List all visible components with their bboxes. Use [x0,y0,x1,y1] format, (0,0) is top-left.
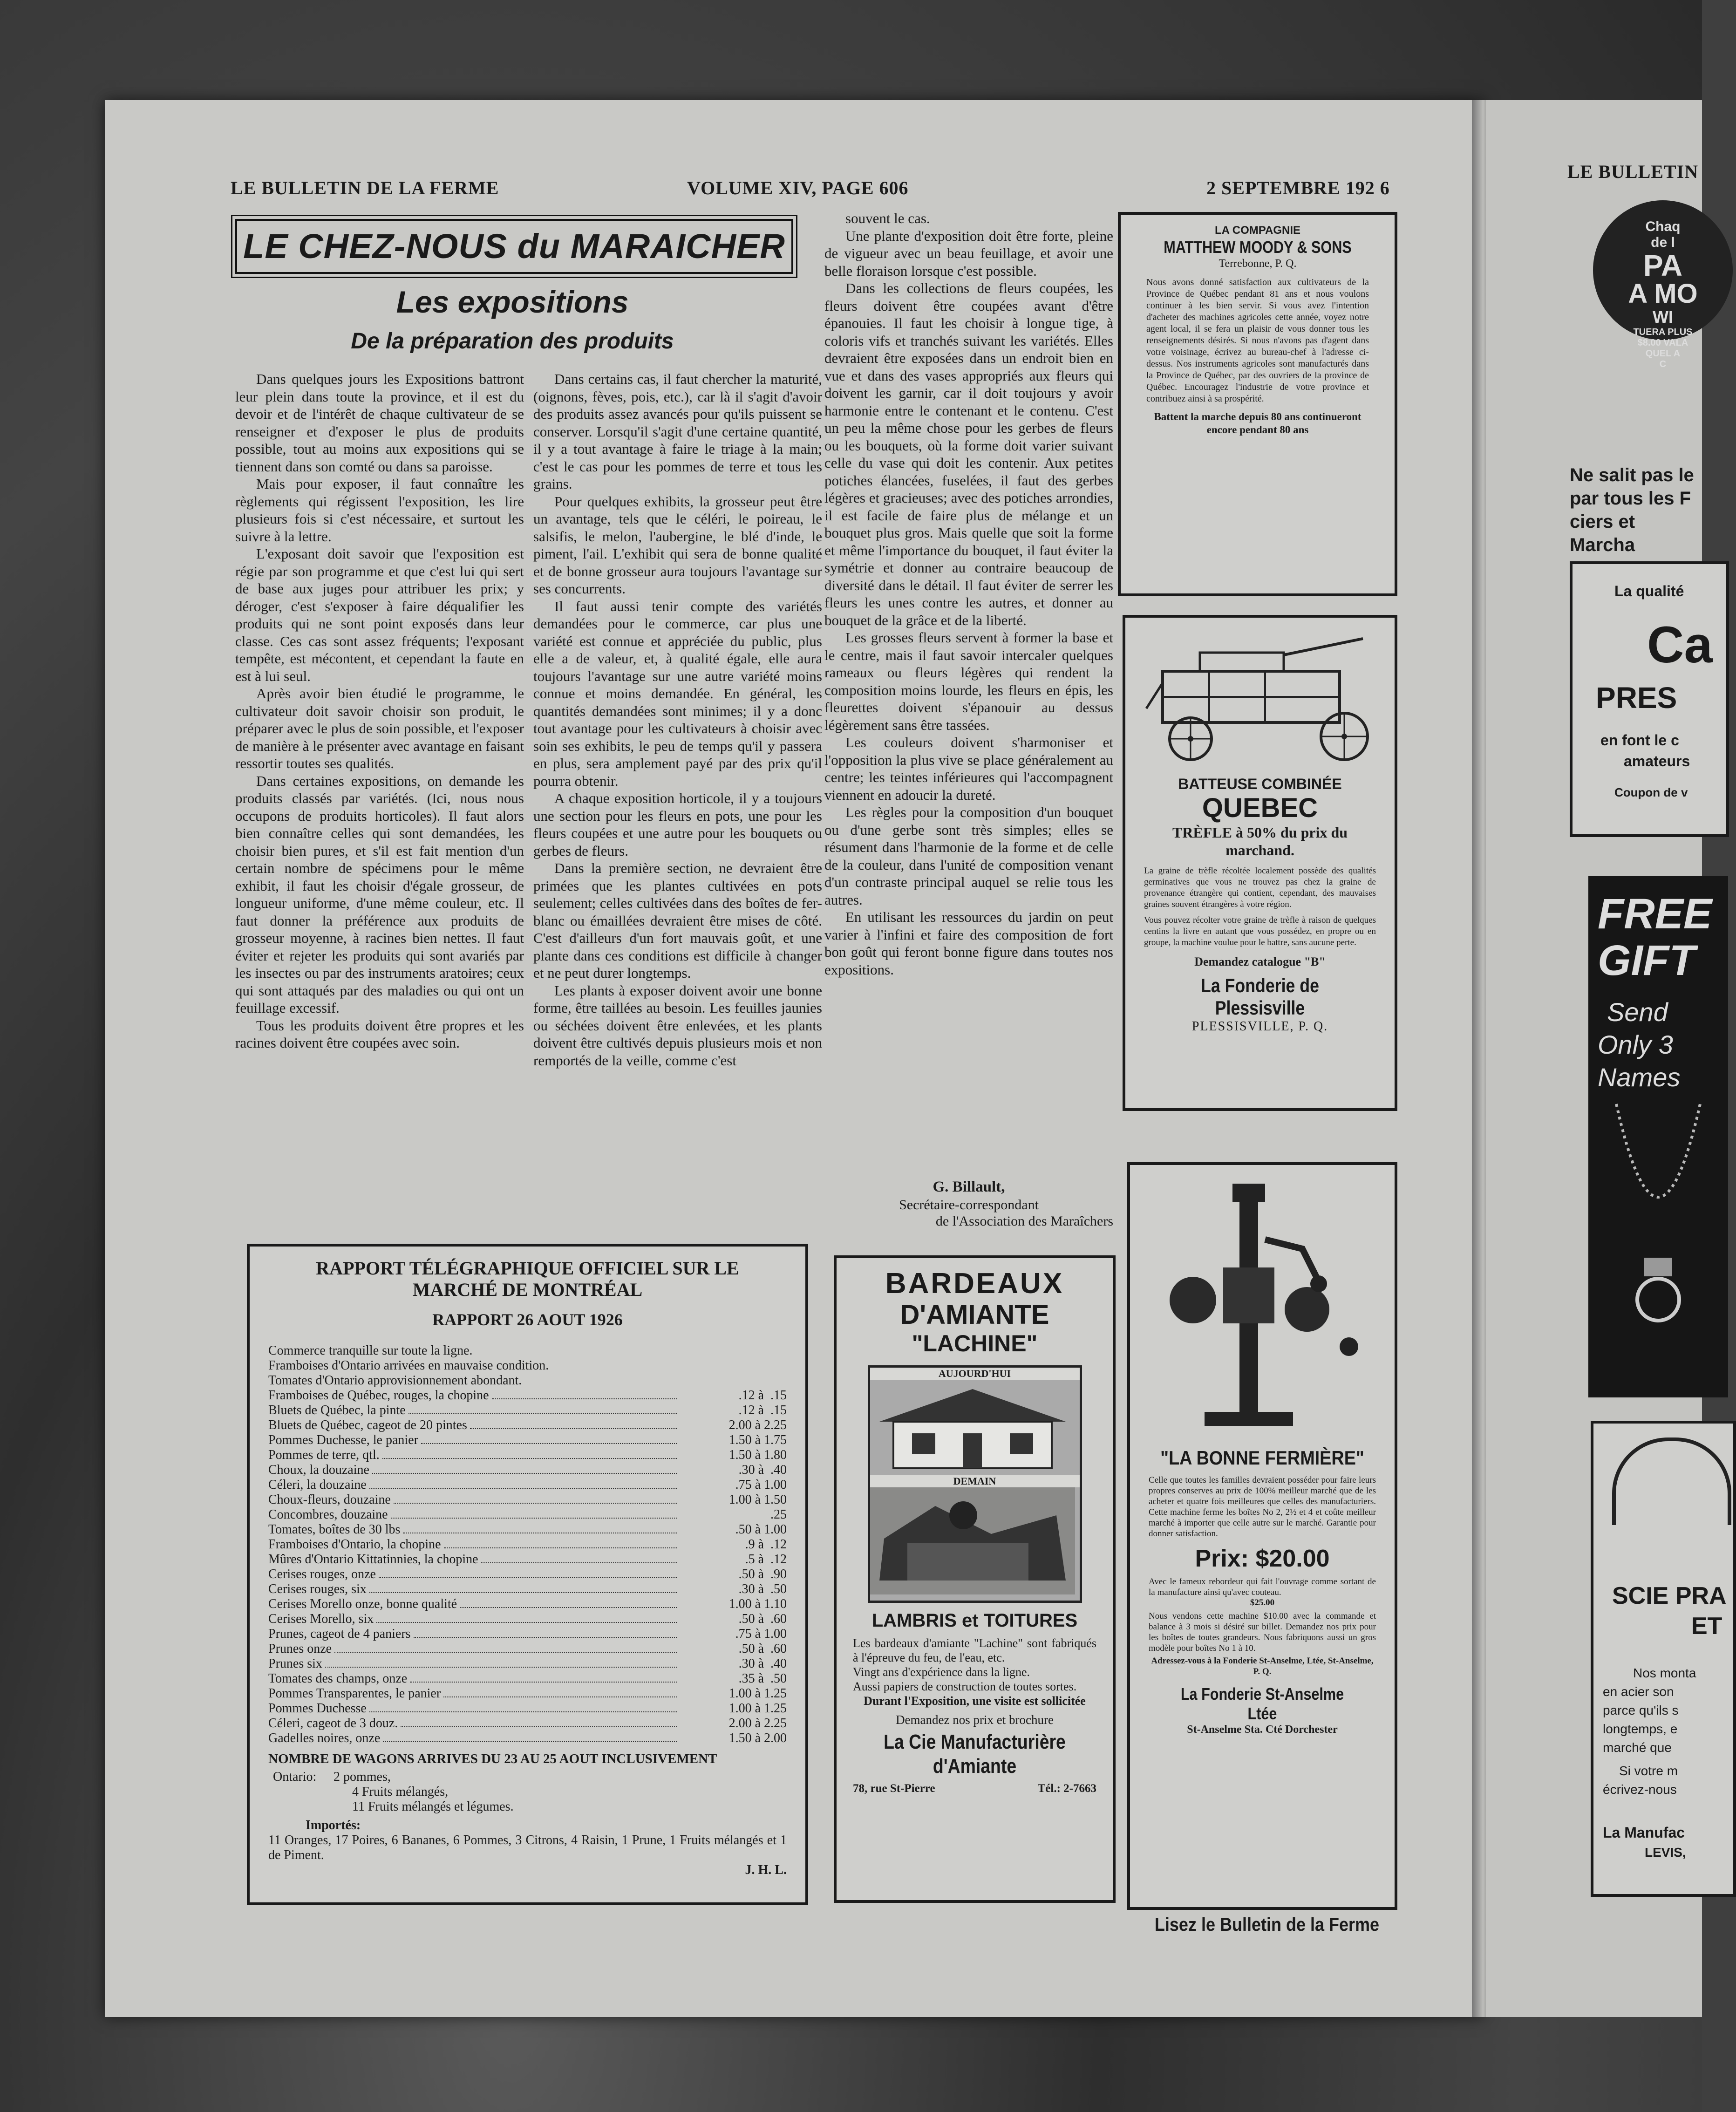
badge-line2: de l [1651,235,1675,250]
batteuse-h2: QUEBEC [1202,793,1318,823]
leader-dots [410,1671,677,1683]
market-row [268,1418,787,1433]
market-row [268,1642,787,1656]
bardeaux-body: Les bardeaux d'amiante "Lachine" sont fabriqués à l'épreuve du feu, de l'eau, etc. [853,1636,1096,1664]
article-paragraph: Les règles pour la composition d'un bouquet ou d'une gerbe sont très simples; elles se résument dans l'harmonie de la forme et de celle de la couleur, dans l'unité de composition venant d'un contraste principal auquel se relie tous les autres. [824,804,1113,908]
market-item: Pommes Duchesse, le panier [268,1433,418,1447]
market-row [268,1537,787,1552]
market-price-list [268,1388,787,1746]
market-note: Tomates d'Ontario approvisionnement abondant. [268,1373,522,1388]
canning-machine-illustration [1149,1174,1382,1440]
wagons-title: NOMBRE DE WAGONS ARRIVES DU 23 AU 25 AOUT INCLUSIVEMENT [268,1751,717,1766]
leader-dots [460,1597,677,1608]
market-price: 1.00 à 1.50 [728,1492,787,1507]
market-item: Cerises rouges, six [268,1582,367,1596]
badge-line1: Chaq [1645,219,1681,234]
bardeaux-h4: LAMBRIS et TOITURES [871,1610,1078,1631]
bardeaux-tel: Tél.: 2-7663 [1037,1782,1096,1795]
market-title: RAPPORT TÉLÉGRAPHIQUE OFFICIEL SUR LE MARCHÉ DE MONTRÉAL [316,1258,739,1300]
fermiere-maker: La Fonderie St-Anselme Ltée [1180,1684,1344,1723]
market-price: 1.50 à 2.00 [728,1731,787,1745]
gift-line4: Only 3 [1598,1030,1673,1059]
market-row [268,1612,787,1627]
market-row [268,1716,787,1731]
market-row [268,1567,787,1582]
market-price: .5 à .12 [745,1552,787,1567]
batteuse-catalogue: Demandez catalogue "B" [1194,955,1326,968]
market-subtitle: RAPPORT 26 AOUT 1926 [432,1310,623,1329]
fermiere-addr: Adressez-vous à la Fonderie St-Anselme, Ltée, St-Anselme, P. Q. [1151,1656,1374,1676]
bardeaux-body3: Aussi papiers de construction de toutes sortes. [853,1680,1077,1693]
market-notes [268,1343,787,1388]
next-line1: Ne salit pas le [1570,465,1694,485]
leader-dots [481,1552,677,1563]
batteuse-h1: BATTEUSE COMBINÉE [1178,776,1342,792]
next-page-ad-pres [1570,561,1729,837]
market-item: Pommes Transparentes, le panier [268,1686,441,1701]
article-paragraph: Dans quelques jours les Expositions battront leur plein dans toute la province, et il est du devoir et de l'intérêt de chaque cultivateur de se renseigner et d'exposer le plus de produits possible, tout au moins aux expositions qui se tiennent dans son comté ou dans sa paroisse. [235,371,524,475]
next-page-ad-gift [1588,876,1728,1397]
market-price: .12 à .15 [738,1403,787,1417]
bardeaux-address: 78, rue St-Pierre [853,1782,935,1795]
leader-dots [334,1642,677,1653]
market-item: Concombres, douzaine [268,1507,388,1522]
market-item: Prunes, cageot de 4 paniers [268,1627,411,1641]
ontario-label: Ontario: [273,1770,317,1784]
market-item: Bluets de Québec, la pinte [268,1403,406,1417]
leader-dots [379,1567,677,1578]
article-paragraph: Mais pour exposer, il faut connaître les règlements qui régissent l'exposition, les lire plusieurs fois si c'est nécessaire, et surtout les suivre à la lettre. [235,476,524,545]
market-item: Cerises Morello, six [268,1612,374,1626]
badge-line4: A MO [1628,279,1698,309]
article-paragraph: Les grosses fleurs servent à former la base et le centre, mais il faut savoir intercaler quelques rameaux ou fleurs légères qui rendent la composition moins lourde, les fleurs en épis, les fleurettes doivent s'épanouir au dessus légèrement sans être tassées. [824,629,1113,733]
article-paragraph: Dans les collections de fleurs coupées, les fleurs doivent être coupées avant d'être épanouies. Il faut les choisir à longue tige, à coloris vifs et tranchés suivant les variétés. Elles devraient être exposées dans un endroit bien en vue et dans des vases appropriés aux fleurs qui doivent les garnir, car il doit toujours y avoir harmonie entre le contenant et le contenu. C'est un peu la même chose pour les gerbes de fleurs ou les bouquets, où la forme doit varier suivant celle du vase qui doit les contenir. Aux petites potiches élancées, fuselées, il faut des gerbes légères et gracieuses; avec des potiches arrondies, il est facile de faire plus de mélange et un bouquet plus gros. Mais quelle que soit la forme et même l'importance du bouquet, il faut éviter la symétrie et donner au contraire beaucoup de diversité dans le détail. Il faut éviter de serrer les fleurs les unes contre les autres, et donner au bouquet de la grâce et de la liberté. [824,280,1113,628]
scie-line2: ET [1691,1613,1722,1640]
market-price: 2.00 à 2.25 [728,1716,787,1730]
scie-line3: Nos monta [1633,1666,1696,1680]
article-paragraph: L'exposant doit savoir que l'exposition est régie par son programme et que c'est lui qui sert de base aux juges pour attribuer les prix; y déroger, c'est s'exposer à faire déqualifier les produits qui ne sont point exposés dans leur classe. Ces cas sont assez fréquents; l'exposant tempête, est mécontent, et cependant la faute en est à lui seul. [235,545,524,684]
ontario-line: 2 pommes, [334,1770,391,1784]
article-subtitle: De la préparation des produits [351,329,674,354]
signature-org: de l'Association des Maraîchers [935,1213,1113,1229]
leader-dots [383,1731,677,1742]
market-initials: J. H. L. [745,1863,787,1877]
ontario-line: 11 Fruits mélangés et légumes. [352,1799,514,1814]
leader-dots [421,1433,677,1444]
next-line3: ciers et Marcha [1570,511,1635,555]
article-paragraph: En utilisant les ressources du jardin on peut varier à l'infini et faire des composition de fort bon goût qui feront bonne figure dans toutes nos expositions. [824,909,1113,978]
gift-line2: GIFT [1598,937,1695,984]
market-item: Céleri, cageot de 3 douz. [268,1716,398,1730]
market-row [268,1671,787,1686]
article-paragraph: A chaque exposition horticole, il y a toujours une section pour les fleurs en pots, une pour les fleurs coupées et une autre pour les bouquets ou gerbes de fleurs. [533,790,822,859]
leader-dots [414,1627,677,1638]
batteuse-maker: La Fonderie de Plessisville [1201,974,1319,1019]
market-row [268,1433,787,1448]
signature: G. Billault, [933,1179,1005,1195]
bardeaux-maker: La Cie Manufacturière d'Amiante [884,1730,1066,1778]
market-price: .9 à .12 [745,1537,787,1552]
houses-illustration [868,1365,1082,1603]
next-line2: par tous les F [1570,488,1691,509]
market-price: .75 à 1.00 [735,1478,787,1492]
header-right: 2 SEPTEMBRE 192 6 [1206,177,1390,198]
scie-line4: en acier son [1603,1684,1674,1699]
bardeaux-ask: Demandez nos prix et brochure [896,1713,1054,1727]
market-price: .50 à 1.00 [735,1522,787,1537]
fermiere-body2: Avec le fameux rebordeur qui fait l'ouvrage comme sortant de la manufacture ainsi qu'avec couteau. [1149,1577,1376,1597]
article-paragraph: Après avoir bien étudié le programme, le cultivateur doit savoir choisir son produit, le préparer avec le plus de soin possible, et l'exposer de manière à le présenter avec avantage en faisant ressortir toutes ses qualités. [235,685,524,771]
next-page-round-badge [1593,200,1733,369]
market-row [268,1463,787,1478]
market-report-box [247,1244,808,1905]
fermiere-price2: $25.00 [1250,1598,1275,1608]
article-paragraph: Pour quelques exhibits, la grosseur peut être un avantage, tels que le céléri, le poireau, le salsifis, le melon, l'aubergine, le blé d'inde, le piment, l'ail. L'exhibit qui sera de bonne qualité et de bonne grosseur aura toujours l'avantage sur ses concurrents. [533,493,822,597]
leader-dots [394,1492,677,1504]
market-row [268,1701,787,1716]
market-price: .50 à .60 [738,1642,787,1656]
scie-line6: longtemps, e [1603,1722,1678,1736]
article-title: Les expositions [396,285,629,319]
next-page-text [1570,463,1702,557]
market-price: .30 à .40 [738,1463,787,1477]
badge-line8: QUEL A [1645,348,1681,359]
market-price: 1.00 à 1.25 [728,1701,787,1716]
ad-pres-line5: amateurs [1624,753,1690,770]
market-note: Commerce tranquille sur toute la ligne. [268,1343,473,1358]
article-paragraph: Dans la première section, ne devraient être primées que les plantes cultivées en pots seulement; celles cultivées dans des boîtes de fer-blanc ou émaillées devraient être mises de côté. C'est d'ailleurs d'un fort mauvais goût, et une plante dans ces conditions est difficile à changer et ne peut durer longtemps. [533,860,822,981]
leader-dots [403,1522,677,1533]
market-row [268,1656,787,1671]
bardeaux-address-row [853,1782,1096,1795]
market-row [268,1388,787,1403]
ontario-lines [334,1770,514,1814]
ad-pres-line4: en font le c [1600,732,1679,749]
market-row [268,1582,787,1597]
market-price: .30 à .40 [738,1656,787,1671]
moody-body: Nous avons donné satisfaction aux cultivateurs de la Province de Québec pendant 81 ans et nous voulons continuer à les bien servir. Si vous avez l'intention d'acheter des machines agricoles cette année, voyez notre agent local, il se fera un plaisir de vous donner tous les renseignements désirés. Si nous n'avons pas d'agent dans votre voisinage, écrivez au bureau-chef à l'adresse ci-dessus. Nos instruments agricoles sont manufacturés dans la Province de Québec, par des ouvriers de la province de Québec. Encouragez l'industrie de votre province et contribuez ainsi à sa prospérité. [1146,277,1369,404]
leader-dots [369,1582,677,1593]
market-price: 1.00 à 1.25 [728,1686,787,1701]
batteuse-body2: Vous pouvez récolter votre graine de trèfle à raison de quelques centins la livre en autant que vous possédez, en propre ou en groupe, la machine voulue pour le battre, sans aucune perte. [1144,915,1376,947]
bardeaux-body2: Vingt ans d'expérience dans la ligne. [853,1665,1030,1679]
leader-dots [444,1537,677,1548]
moody-city: Terrebonne, P. Q. [1219,258,1297,270]
ad-pres-line1: La qualité [1614,583,1684,600]
saw-frame-icon [1612,1438,1731,1525]
moody-name: MATTHEW MOODY & SONS [1164,238,1352,257]
market-row [268,1507,787,1522]
market-item: Prunes onze [268,1642,332,1656]
scie-line8: Si votre m [1619,1764,1678,1778]
market-price: 2.00 à 2.25 [728,1418,787,1432]
house-tomorrow-icon [870,1487,1075,1594]
market-item: Cerises Morello onze, bonne qualité [268,1597,457,1611]
market-item: Mûres d'Ontario Kittatinnies, la chopine [268,1552,478,1567]
scie-line11: LEVIS, [1645,1845,1686,1860]
ad-batteuse [1123,615,1397,1111]
market-row [268,1597,787,1612]
scie-line5: parce qu'ils s [1603,1703,1679,1717]
necklace-illustration [1607,1104,1709,1328]
article-paragraph: Dans certaines expositions, on demande les produits classés par variétés. (Ici, nous nous occupons de produits horticoles). Il faut alors bien connaître celles qui sont demandées, les choisir bien pures, et s'il est fait mention d'un certain nombre de spécimens pour le même exhibit, il faut les choisir d'égale grosseur, de longueur uniforme, d'une même couleur, etc. Il faut donner la préférence aux produits de grosseur moyenne, à racines bien nettes. Il faut éviter et rejeter les produits qui sont avariés par les insectes ou par des instruments aratoires; ceux qui sont attaqués par des maladies ou qui ont un feuillage excessif. [235,772,524,1016]
market-item: Choux, la douzaine [268,1463,369,1477]
leader-dots [376,1612,677,1623]
ontario-line: 4 Fruits mélangés, [352,1785,449,1799]
thresher-machine-illustration [1144,627,1382,767]
market-row [268,1478,787,1492]
fermiere-price: Prix: $20.00 [1195,1545,1330,1572]
leader-dots [443,1686,677,1697]
market-price: 1.00 à 1.10 [728,1597,787,1611]
scie-line7: marché que [1603,1740,1672,1755]
market-price: .75 à 1.00 [735,1627,787,1641]
leader-dots [325,1656,677,1668]
leader-dots [470,1418,677,1429]
house-today-icon [870,1380,1075,1473]
market-item: Gadelles noires, onze [268,1731,381,1745]
market-price: 1.50 à 1.75 [728,1433,787,1447]
market-item: Framboises de Québec, rouges, la chopine [268,1388,489,1403]
fermiere-body3: Nous vendons cette machine $10.00 avec la commande et balance à 3 mois si désiré sur billet. Demandez nos prix pour les boîtes de toutes grandeurs. Nous fabriquons aussi un gros modèle pour boîtes No 1 à 10. [1149,1611,1376,1653]
illustration-label-today: AUJOURD'HUI [870,1368,1080,1380]
illustration-label-tomorrow: DEMAIN [870,1475,1080,1487]
article-paragraph: Les plants à exposer doivent avoir une bonne forme, être taillées au besoin. Les feuilles jaunies ou séchées doivent être enlevées, et les plants doivent être cultivés depuis plusieurs mois et non remportés de la veille, comme c'est [533,982,822,1069]
article-column-1 [235,370,524,1237]
market-price: .25 [770,1507,787,1522]
market-row [268,1627,787,1642]
leader-dots [492,1388,677,1399]
market-price: .50 à .90 [738,1567,787,1581]
moody-line1: LA COMPAGNIE [1215,224,1300,237]
article-column-3 [824,210,1113,1169]
bardeaux-expo: Durant l'Exposition, une visite est sollicitée [864,1694,1086,1708]
imports-label: Importés: [306,1818,361,1833]
gift-line1: FREE [1598,890,1712,938]
ad-pres-line2: Ca [1647,616,1713,674]
gift-line5: Names [1598,1063,1681,1092]
article-column-2 [533,370,822,1237]
leader-dots [401,1716,677,1727]
leader-dots [408,1403,677,1414]
badge-line5: WI [1653,307,1673,327]
market-item: Cerises rouges, onze [268,1567,376,1581]
market-item: Pommes de terre, qtl. [268,1448,380,1462]
badge-line9: C [1659,359,1667,369]
article-paragraph: Les couleurs doivent s'harmoniser et l'opposition la plus vive se place généralement au centre; les teintes inférieures qui l'accompagnent viennent en adoucir la dureté. [824,734,1113,803]
market-item: Pommes Duchesse [268,1701,367,1716]
scie-line10: La Manufac [1603,1824,1685,1841]
market-row [268,1686,787,1701]
batteuse-body1: La graine de trèfle récoltée localement possède des qualités germinatives que vous ne trouvez pas chez la graine de provenance étrangère qui contient, cependant, des mauvaises graines souvent étrangères à votre région. [1144,866,1376,909]
leader-dots [391,1507,677,1519]
badge-line3: PA [1643,249,1683,282]
leader-dots [382,1448,677,1459]
fermiere-city: St-Anselme Sta. Cté Dorchester [1187,1724,1338,1736]
ad-pres-line6: Coupon de v [1614,785,1688,799]
scie-line9: écrivez-nous [1603,1782,1677,1797]
market-price: .12 à .15 [738,1388,787,1403]
bardeaux-h1: BARDEAUX [885,1267,1064,1300]
market-item: Tomates des champs, onze [268,1671,408,1686]
badge-line7: $8.00 VALA [1637,338,1688,348]
section-title-box [235,219,793,274]
ad-bardeaux [834,1255,1116,1903]
market-row [268,1731,787,1746]
footer-lisez: Lisez le Bulletin de la Ferme [1154,1914,1380,1935]
scie-line1: SCIE PRA [1612,1582,1727,1609]
market-item: Tomates, boîtes de 30 lbs [268,1522,401,1537]
leader-dots [372,1463,677,1474]
fermiere-body: Celle que toutes les familles devraient posséder pour faire leurs propres conserves au prix de 100% meilleur marché que de les acheter et quatre fois meilleures que celles des manufacturiers. Cette machine ferme les boîtes No 2, 2½ et 4 et coûte meilleur marché à importer que celle autre sur le marché. Garantie pour donner satisfaction. [1149,1475,1376,1539]
leader-dots [369,1701,677,1712]
market-price: .50 à .60 [738,1612,787,1626]
article-paragraph: Tous les produits doivent être propres et les racines doivent être coupées avec soin. [235,1017,524,1051]
market-note: Framboises d'Ontario arrivées en mauvaise condition. [268,1358,549,1373]
market-item: Choux-fleurs, douzaine [268,1492,391,1507]
bardeaux-h2: D'AMIANTE [900,1300,1049,1330]
article-paragraph: Dans certains cas, il faut chercher la maturité, (oignons, fèves, pois, etc.), car là il s'agit d'avoir des produits assez avancés pour qu'ils puissent se conserver. Lorsqu'il s'agit d'une certaine quantité, il y a tout avantage à faire le triage à la main; c'est le cas pour les pommes de terre et tous les grains. [533,371,822,492]
article-paragraph: Il faut aussi tenir compte des variétés demandées pour le commerce, car plus une variété est connue et appréciée du public, plus elle a de valeur, et, à qualité égale, elle aura toujours l'avantage sur une autre variété moins connue et moins demandée. En général, les quantités demandées sont minimes; il y a donc tout avantage pour les cultivateurs à choisir avec soin ses exhibits, le peu de temps qu'il y passera en plus, sera amplement payé par des prix qu'il pourra obtenir. [533,598,822,789]
market-row [268,1403,787,1418]
bardeaux-h3: "LACHINE" [912,1330,1038,1356]
market-item: Framboises d'Ontario, la chopine [268,1537,441,1552]
header-left: LE BULLETIN DE LA FERME [231,177,499,198]
article-paragraph: souvent le cas. [845,210,930,226]
next-page-ad-scie [1591,1421,1736,1897]
market-price: .35 à .50 [738,1671,787,1686]
ontario-block [268,1770,787,1814]
ad-matthew-moody [1118,212,1397,596]
market-item: Bluets de Québec, cageot de 20 pintes [268,1418,467,1432]
batteuse-city: PLESSISVILLE, P. Q. [1191,1019,1328,1034]
article-paragraph: Une plante d'exposition doit être forte, pleine de vigueur avec un beau feuillage, et avoir une belle floraison lorsque c'est possible. [824,227,1113,279]
ad-pres-line3: PRES [1596,681,1677,715]
market-price: .30 à .50 [738,1582,787,1596]
market-row [268,1492,787,1507]
market-row [268,1552,787,1567]
badge-line6: TUERA PLUS [1633,327,1693,337]
ad-bonne-fermiere [1127,1162,1397,1910]
market-item: Prunes six [268,1656,322,1671]
header-center: VOLUME XIV, PAGE 606 [687,177,909,198]
moody-footer: Battent la marche depuis 80 ans continueront encore pendant 80 ans [1154,411,1362,436]
market-item: Céleri, la douzaine [268,1478,367,1492]
market-row [268,1448,787,1463]
section-title: LE CHEZ-NOUS du MARAICHER [243,227,785,266]
market-row [268,1522,787,1537]
imports-text: 11 Oranges, 17 Poires, 6 Bananes, 6 Pommes, 3 Citrons, 4 Raisin, 1 Prune, 1 Fruits mélangés et 1 de Piment. [268,1833,787,1862]
market-price: 1.50 à 1.80 [728,1448,787,1462]
fermiere-name: "LA BONNE FERMIÈRE" [1160,1447,1364,1469]
batteuse-h3: TRÈFLE à 50% du prix du marchand. [1172,824,1348,858]
gift-line3: Send [1607,997,1668,1027]
next-page-header: LE BULLETIN [1567,161,1699,182]
leader-dots [369,1478,677,1489]
signature-title: Secrétaire-correspondant [899,1197,1039,1213]
